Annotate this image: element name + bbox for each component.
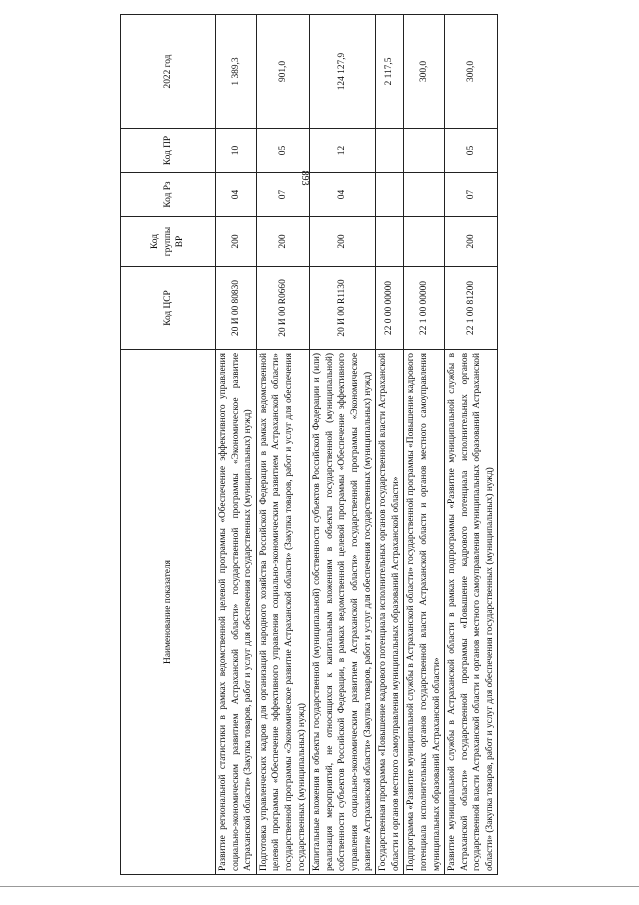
table-row (445, 15, 498, 875)
row-pr (376, 129, 404, 173)
row-csr: 22 1 00 81200 (445, 267, 498, 350)
scan-edge-line (0, 886, 639, 887)
row-pr: 05 (256, 129, 309, 173)
row-vr (404, 217, 445, 267)
page-number: 893 (299, 170, 310, 186)
row-pr: 05 (445, 129, 498, 173)
header-csr: Код ЦСР (121, 267, 216, 350)
row-year: 300,0 (445, 15, 498, 129)
row-name: Развитие муниципальной службы в Астраханской области в рамках подпрограммы «Развитие муниципальной службы в Астраханской области» государственной программы «Повышение кадрового потенциала исполнительных органов государственной власти Астраханской области и органов местного самоуправления муниципальных образований Астраханской области» (Закупка товаров, работ и услуг для обеспечения государственных (муниципальных) нужд) (445, 350, 498, 875)
row-vr (376, 217, 404, 267)
header-year: 2022 год (121, 15, 216, 129)
row-csr: 22 1 00 00000 (404, 267, 445, 350)
row-vr: 200 (445, 217, 498, 267)
table-row (256, 15, 309, 875)
row-csr: 20 И 00 80830 (216, 267, 257, 350)
row-name: Подготовка управленческих кадров для организаций народного хозяйства Российской Федерации в рамках ведомственной целевой программы «Обеспечение эффективного управления социально-экономическим развитием Астраханской области» государственной программы «Экономическое развитие Астраханской области» (Закупка товаров, работ и услуг для обеспечения государственных (муниципальных) нужд) (256, 350, 309, 875)
row-rz (404, 173, 445, 217)
row-rz (376, 173, 404, 217)
row-name: Развитие региональной статистики в рамках ведомственной целевой программы «Обеспечение эффективного управления социально-экономическим развитием Астраханской области» государственной программы «Экономическое развитие Астраханской области» (Закупка товаров, работ и услуг для обеспечения государственных (муниципальных) нужд) (216, 350, 257, 875)
table-row (404, 15, 445, 875)
row-year: 2 117,5 (376, 15, 404, 129)
table-row (310, 15, 376, 875)
row-pr: 10 (216, 129, 257, 173)
row-vr: 200 (256, 217, 309, 267)
row-csr: 20 И 00 R1130 (310, 267, 376, 350)
header-vr: Код группы ВР (121, 217, 216, 267)
row-csr: 20 И 00 R0660 (256, 267, 309, 350)
row-year: 901,0 (256, 15, 309, 129)
header-rz: Код Рз (121, 173, 216, 217)
row-rz: 04 (310, 173, 376, 217)
row-pr: 12 (310, 129, 376, 173)
row-year: 300,0 (404, 15, 445, 129)
row-year: 124 127,9 (310, 15, 376, 129)
header-name: Наименование показателя (121, 350, 216, 875)
rotated-table-container (120, 15, 630, 875)
table-header-row (121, 15, 216, 875)
row-vr: 200 (310, 217, 376, 267)
row-rz: 07 (256, 173, 309, 217)
row-vr: 200 (216, 217, 257, 267)
row-rz: 04 (216, 173, 257, 217)
budget-table (120, 14, 498, 875)
row-rz: 07 (445, 173, 498, 217)
row-year: 1 389,3 (216, 15, 257, 129)
row-name: Подпрограмма «Развитие муниципальной службы в Астраханской области» государственной программы «Повышение кадрового потенциала исполнительных органов государственной власти Астраханской области и органов местного самоуправления муниципальных образований Астраханской области» (404, 350, 445, 875)
table-row (216, 15, 257, 875)
row-csr: 22 0 00 00000 (376, 267, 404, 350)
header-pr: Код ПР (121, 129, 216, 173)
row-name: Капитальные вложения в объекты государственной (муниципальной) собственности субъектов Российской Федерации и (или) реализация мероприятий, не относящихся к капитальным вложениям в объекты государственной (муниципальной) собственности субъектов Российской Федерации, в рамках ведомственной целевой программы «Обеспечение эффективного управления социально-экономическим развитием Астраханской области» государственной программы «Экономическое развитие Астраханской области» (Закупка товаров, работ и услуг для обеспечения государственных (муниципальных) нужд) (310, 350, 376, 875)
table-row (376, 15, 404, 875)
row-name: Государственная программа «Повышение кадрового потенциала исполнительных органов государственной власти Астраханской области и органов местного самоуправления муниципальных образований Астраханской области» (376, 350, 404, 875)
row-pr (404, 129, 445, 173)
